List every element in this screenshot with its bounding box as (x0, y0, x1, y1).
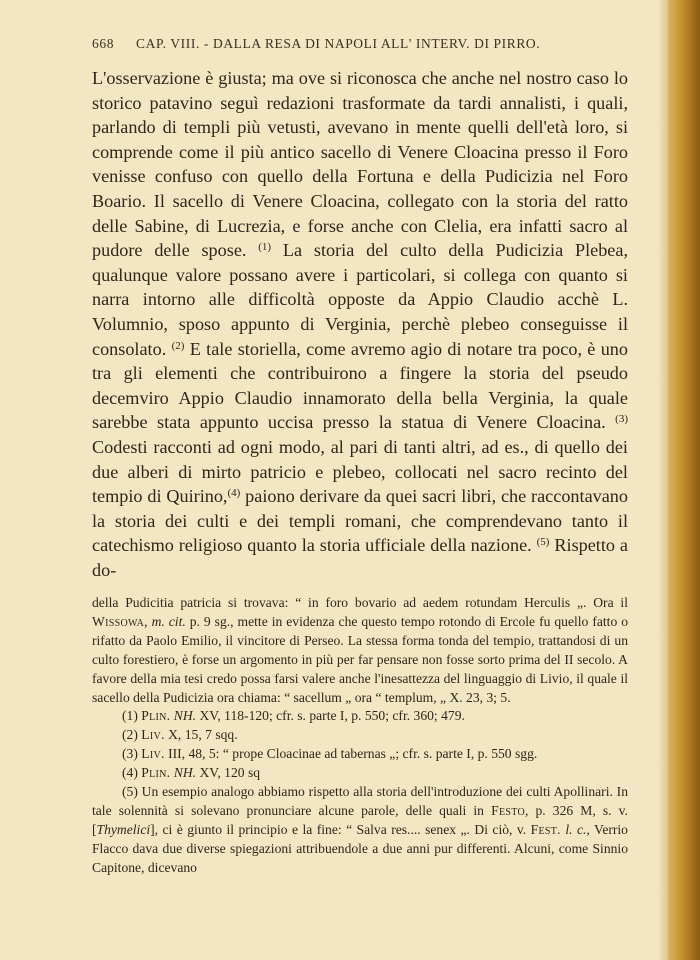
citation-abbrev: NH. (173, 765, 197, 781)
footnote-text: , p. 326 M, s. v. [ (92, 802, 628, 837)
body-text: E tale storiella, come avremo agio di notare tra poco, è uno tra gli elementi che contribuirono a fingere la storia del pseudo decemviro Appio Claudio innamorato della bella Verginia, la quale sarebbe stata appunto uccisa presso la statua di Venere Cloacina. (92, 338, 628, 433)
citation-abbrev: Thymelici (96, 821, 151, 837)
footnote-2 (92, 726, 628, 745)
citation-abbrev: NH. (173, 708, 197, 724)
citation-abbrev: m. cit. (151, 613, 186, 629)
footnote-number: (2) (122, 727, 142, 743)
footnote-number: (1) (122, 708, 142, 724)
footnote-ref-4[interactable]: (4) (227, 487, 241, 500)
footnote-ref-5[interactable]: (5) (536, 536, 550, 549)
footnote-text: , (144, 613, 152, 629)
footnote-text: della Pudicitia patricia si trovava: “ in foro bovario ad aedem rotundam Herculis „. Ora il (92, 595, 628, 610)
author-name: Festo (491, 802, 525, 818)
footnote-number: (4) (122, 765, 142, 781)
body-text: L'osservazione è giusta; ma ove si riconosca che anche nel nostro caso lo storico patavino seguì redazioni trasformate da tardi annalisti, i quali, parlando di templi più vetusti, avevano in mente quelli dell'età loro, si comprende come il più antico sacello di Venere Cloacina presso il Foro venisse confuso con quello della Fortuna e della Pudicizia nel Foro Boario. Il sacello di Venere Cloacina, collegato con la storia del ratto delle Sabine, di Lucrezia, e forse anche con Clelia, era infatti sacro al pudore delle spose. (92, 68, 628, 261)
footnotes (92, 594, 628, 878)
author-name: Liv. (141, 746, 165, 762)
footnote-1 (92, 707, 628, 726)
body-text: Rispetto a do- (92, 535, 629, 580)
footnote-text: XV, 118-120; cfr. s. parte I, p. 550; cfr. 360; 479. (196, 708, 465, 724)
page-edge-shadow (658, 0, 668, 960)
footnote-number: (3) (122, 746, 142, 762)
main-paragraph (92, 66, 628, 582)
footnote-3 (92, 745, 628, 764)
footnote-text: III, 48, 5: “ prope Cloacinae ad tabernas „; cfr. s. parte I, p. 550 sgg. (164, 746, 538, 762)
body-text: Codesti racconti ad ogni modo, al pari di tanti altri, ad es., di quello dei due alberi di mirto patricio e plebeo, collocati nel sacro recinto del tempio di Quirino, (92, 436, 628, 507)
footnote-text: p. 9 sg., mette in evidenza che questo tempo rotondo di Ercole fu quello fatto o rifatto da Paolo Emilio, il vincitore di Perseo. La stessa forma tonda del tempio, trattandosi di un culto forestiero, è forse un argomento in più per far pensare non fosse sorto prima del II secolo. A favore della mia tesi credo possa farsi valere anche l'inesattezza del linguaggio di Livio, il quale il sacello della Pudicizia ora chiama: “ sacellum „ ora “ templum, „ X. 23, 3; 5. (92, 613, 629, 705)
running-header (92, 36, 652, 52)
author-name: Liv. (141, 727, 165, 743)
footnote-4 (92, 764, 628, 783)
author-name: Wissowa (92, 613, 145, 629)
page-number: 668 (92, 36, 115, 51)
footnote-ref-1[interactable]: (1) (258, 241, 272, 254)
footnote-continuation (92, 594, 628, 707)
footnote-5 (92, 783, 628, 878)
citation-abbrev: l. c. (565, 821, 587, 837)
footnote-ref-2[interactable]: (2) (171, 339, 185, 352)
footnote-text: (5) Un esempio analogo abbiamo rispetto alla storia dell'introduzione dei culti Apollinari. In tale solennità si solevano pronunciare alcune parole, delle quali in (92, 784, 628, 818)
body-text: paiono derivare da quei sacri libri, che raccontavano la storia dei culti e dei templi romani, che comprendevano tanto il catechismo religioso quanto la storia ufficiale della nazione. (92, 486, 628, 556)
footnote-text: ], ci è giunto il principio e la fine: “ Salva res.... senex „. Di ciò, v. (150, 821, 531, 837)
running-title: CAP. VIII. - DALLA RESA DI NAPOLI ALL' INTERV. DI PIRRO. (136, 36, 541, 51)
author-name: Plin. (141, 708, 171, 724)
footnote-text: , Verrio Flacco dava due diverse spiegazioni attribuendole a due anni pur differenti. Alcuni, come Sinnio Capitone, dicevano (92, 821, 628, 875)
book-edge (668, 0, 700, 960)
author-name: Plin. (141, 765, 171, 781)
footnote-text: XV, 120 sq (196, 765, 261, 781)
author-name: Fest. (530, 821, 561, 837)
body-text: La storia del culto della Pudicizia Plebea, qualunque valore possano avere i particolari, si collega con quanto si narra intorno alle difficoltà opposte da Appio Claudio acchè L. Volumnio, sposo appunto di Verginia, perchè plebeo conseguisse il consolato. (92, 240, 628, 359)
footnote-ref-3[interactable]: (3) (615, 413, 628, 426)
footnote-text: X, 15, 7 sqq. (164, 727, 238, 743)
